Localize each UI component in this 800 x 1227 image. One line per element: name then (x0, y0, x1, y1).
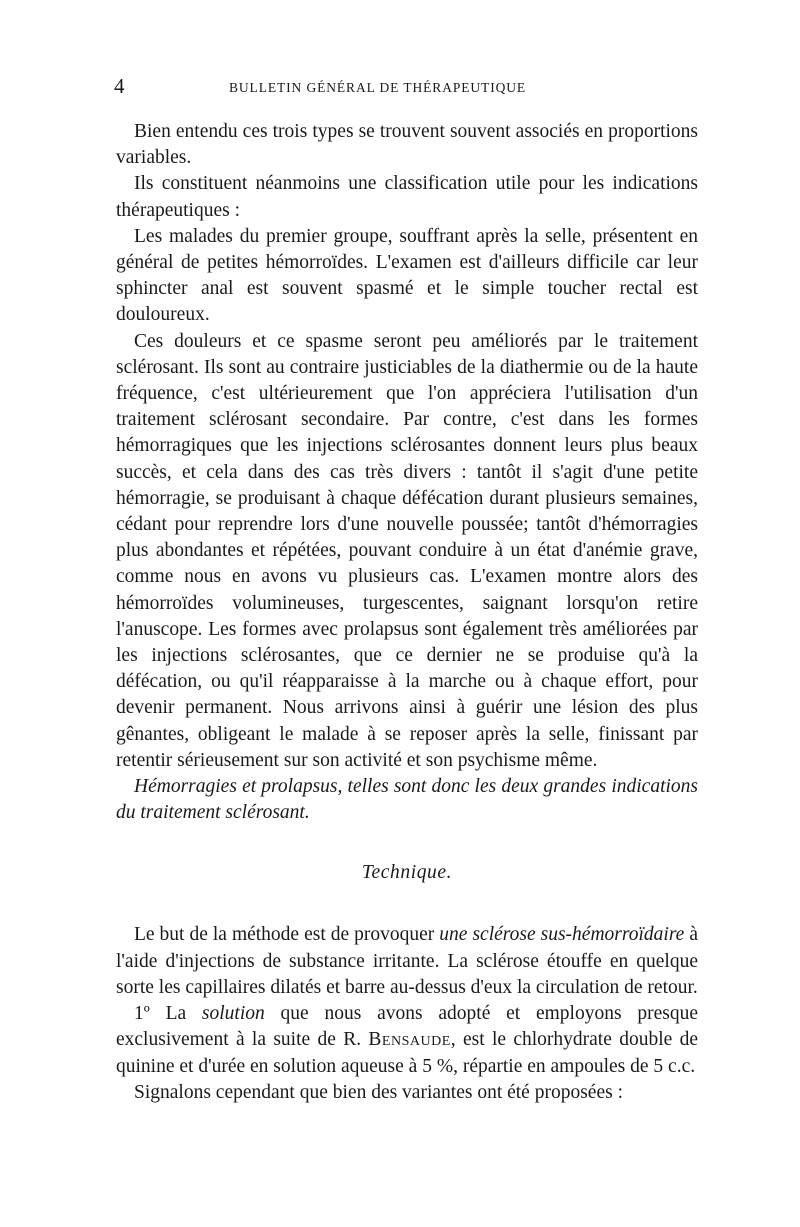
body-text (116, 119, 698, 1106)
paragraph-classification: Ils constituent néanmoins une classification utile pour les indications thérapeutiques : (116, 173, 698, 221)
paragraph-variants: Signalons cependant que bien des variantes ont été proposées : (134, 1081, 623, 1103)
section-heading-technique: Technique. (361, 862, 453, 884)
paragraph-treatment: Ces douleurs et ce spasme seront peu améliorés par le traitement sclérosant. Ils sont au contraire justiciables de la diathermie ou de la haute fréquence, c'est ultérieurement que l'on appréciera l'utilisation d'un traitement sclérosant secondaire. Par contre, c'est dans les formes hémorragiques que les injections sclérosantes donnent leurs plus beaux succès, et cela dans des cas très divers : tantôt il s'agit d'une petite hémorragie, se produisant à chaque défécation durant plusieurs semaines, cédant pour reprendre lors d'une nouvelle poussée; tantôt d'hémorragies plus abondantes et répétées, pouvant conduire à un état d'anémie grave, comme nous en avons vu plusieurs cas. L'examen montre alors des hémorroïdes volumineuses, turgescentes, saignant lorsqu'on retire l'anuscope. Les formes avec prolapsus sont également très améliorées par les injections sclérosantes, que ce dernier ne se produise qu'à la défécation, ou qu'il réapparaisse à la marche ou à chaque effort, pour devenir permanent. Nous arrivons ainsi à guérir une lésion des plus gênantes, obligeant le malade à se reposer après la selle, finissant par retentir sérieusement sur son activité et son psychisme même. (116, 330, 698, 771)
paragraph-intro: Bien entendu ces trois types se trouvent souvent associés en proportions variables. (116, 121, 698, 169)
page-header (114, 74, 698, 98)
solution-emphasis: solution (201, 1003, 265, 1025)
page-number: 4 (114, 74, 125, 98)
paragraph-method (116, 922, 698, 1001)
paragraph-solution (116, 1001, 698, 1080)
method-emphasis: une sclérose sus-hémorroïdaire (439, 924, 685, 946)
paragraph-first-group: Les malades du premier groupe, souffrant après la selle, présentent en général de petites hémorroïdes. L'examen est d'ailleurs difficile car leur sphincter anal est souvent spasmé et le simple toucher rectal est douloureux. (116, 225, 698, 326)
paragraph-indications: Hémorragies et prolapsus, telles sont donc les deux grandes indications du traitement sclérosant. (116, 776, 698, 824)
running-title: BULLETIN GÉNÉRAL DE THÉRAPEUTIQUE (229, 80, 527, 95)
method-text-before: Le but de la méthode est de provoquer (134, 924, 440, 946)
method-text-after: à l'aide d'injections de substance irritante. La sclérose étouffe en quelque sorte les capillaires dilatés et barre au-dessus d'eux la circulation de retour. (116, 924, 698, 998)
solution-text-middle: que nous avons adopté et employons presque exclusivement à la suite de R. (116, 1003, 698, 1051)
solution-text-before: 1º La (134, 1003, 202, 1025)
author-name: Bensaude (368, 1029, 451, 1051)
solution-text-after: , est le chlorhydrate double de quinine et d'urée en solution aqueuse à 5 %, répartie en ampoules de 5 c.c. (116, 1029, 699, 1077)
